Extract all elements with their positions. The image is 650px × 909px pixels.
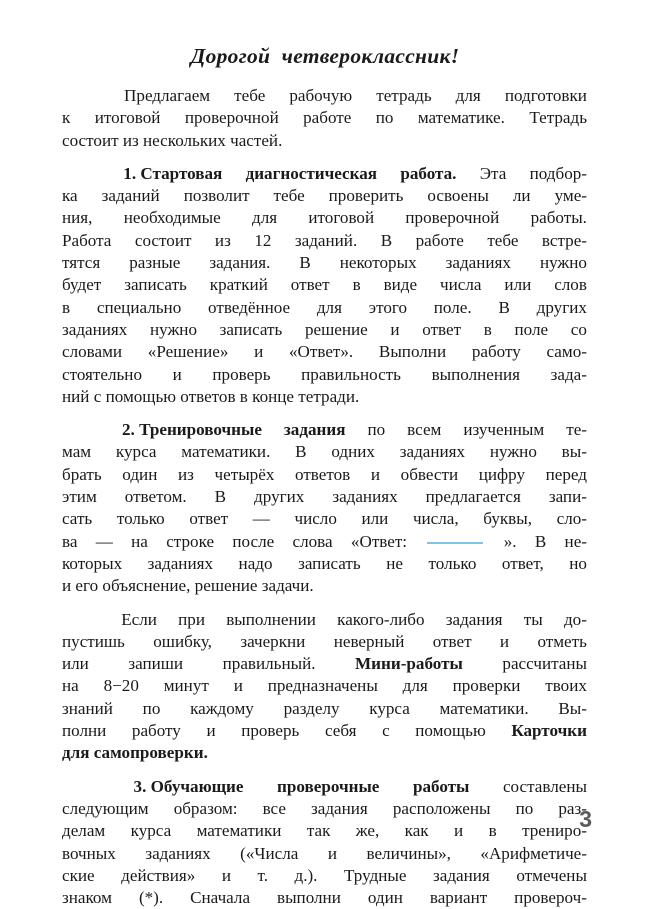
text-line: ва — на строке после слова «Ответ: ». В не- <box>62 531 587 553</box>
section-heading-2: 2. Тренировочные <box>122 420 262 440</box>
body-text-column <box>62 85 587 909</box>
paragraph-indent <box>62 419 100 441</box>
text-line: 3. Обучающие проверочные работы составлены <box>62 776 587 798</box>
page-title: Дорогой четвероклассник! <box>190 44 460 68</box>
text-line: тятся разные задания. В некоторых заданиях нужно <box>62 253 587 273</box>
text-line: к итоговой проверочной работе по математике. Тетрадь <box>62 108 587 128</box>
paragraph-indent <box>62 163 100 185</box>
paragraph-gap <box>62 598 587 609</box>
text-line: ские действия» и т. д.). Трудные задания отмечены <box>62 865 587 885</box>
text-line: словами «Решение» и «Ответ». Выполни работу само- <box>62 342 587 362</box>
text-line: на 8−20 минут и предназначены для проверки твоих <box>62 676 587 696</box>
emphasis-kartochki: Карточки <box>511 721 587 741</box>
paragraph-gap <box>62 408 587 419</box>
text-line: Предлагаем тебе рабочую тетрадь для подготовки <box>62 85 587 107</box>
text-line: и его объяснение, решение задачи. <box>62 576 314 596</box>
text-line: для самопроверки. <box>62 743 208 763</box>
text-line: следующим образом: все задания расположены по раз- <box>62 798 587 818</box>
paragraph-gap <box>62 765 587 776</box>
text-line: 2. Тренировочные задания по всем изученным те- <box>62 419 587 441</box>
text-line: мам курса математики. В одних заданиях нужно вы- <box>62 442 587 462</box>
answer-blank-rule <box>425 531 485 553</box>
paragraph-indent <box>62 609 100 631</box>
text-line: сать только ответ — число или числа, буквы, сло- <box>62 509 587 529</box>
text-line: вочных заданиях («Числа и величины», «Арифметиче- <box>62 843 587 863</box>
section-heading-3: 3. Обучающие <box>133 776 244 796</box>
text-line: полни работу и проверь себя с помощью Карточки <box>62 720 587 742</box>
text-line: делам курса математики так же, как и в трениро- <box>62 821 587 841</box>
text-line: в специально отведённое для этого поле. В других <box>62 297 587 317</box>
section-heading-1: 1. Стартовая <box>123 163 223 183</box>
paragraph-indent <box>62 85 100 107</box>
text-line: будет записать краткий ответ в виде числа или слов <box>62 275 587 295</box>
text-line: пустишь ошибку, зачеркни неверный ответ и отметь <box>62 631 587 651</box>
paragraph-indent <box>62 776 100 798</box>
text-line: Если при выполнении какого-либо задания ты до- <box>62 609 587 631</box>
text-line: брать один из четырёх ответов и обвести цифру перед <box>62 464 587 484</box>
emphasis-mini-raboty: Мини-работы <box>355 654 463 674</box>
text-line: которых заданиях надо записать не только ответ, но <box>62 553 587 573</box>
text-line: стоятельно и проверь правильность выполнения зада- <box>62 364 587 384</box>
text-line: 1. Стартовая диагностическая работа. Эта подбор- <box>62 163 587 185</box>
text-line: состоит из нескольких частей. <box>62 130 283 150</box>
text-line: знаком (*). Сначала выполни один вариант провероч- <box>62 888 587 908</box>
text-line: этим ответом. В других заданиях предлагается запи- <box>62 487 587 507</box>
text-line: или запиши правильный. Мини-работы рассчитаны <box>62 653 587 675</box>
paragraph-gap <box>62 152 587 163</box>
text-line: знаний по каждому разделу курса математики. Вы- <box>62 698 587 718</box>
text-line: ка заданий позволит тебе проверить освоены ли уме- <box>62 186 587 206</box>
text-line: ния, необходимые для итоговой проверочной работы. <box>62 208 587 228</box>
page-number: 3 <box>579 806 592 832</box>
text-line: заданиях нужно записать решение и ответ в поле со <box>62 319 587 339</box>
text-line: Работа состоит из 12 заданий. В работе тебе встре- <box>62 230 587 250</box>
text-line: ний с помощью ответов в конце тетради. <box>62 386 360 406</box>
